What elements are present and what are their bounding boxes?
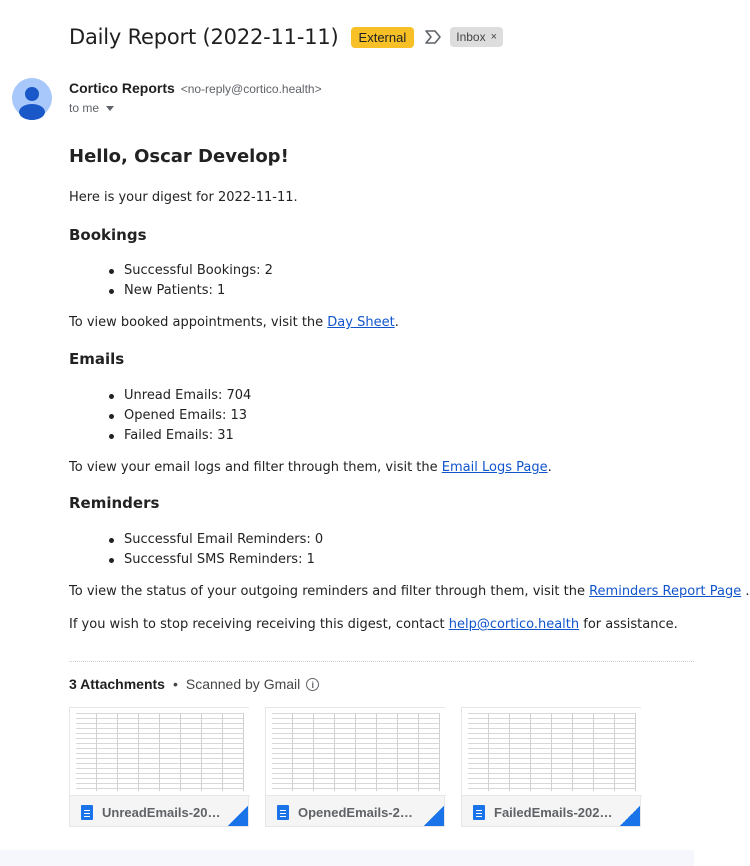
list-item: Failed Emails: 31 [124, 428, 234, 443]
attachment-thumbnail [462, 708, 642, 796]
reminders-visit-suffix: . [741, 584, 750, 599]
emails-visit-text [69, 460, 552, 475]
list-item: Successful SMS Reminders: 1 [124, 552, 315, 567]
list-item: Opened Emails: 13 [124, 408, 247, 423]
person-avatar-icon[interactable] [12, 78, 52, 118]
scanned-by-gmail-label: Scanned by Gmail [185, 676, 301, 692]
email-logs-link[interactable]: Email Logs Page [441, 460, 548, 475]
greeting-heading: Hello, Oscar Develop! [69, 146, 289, 167]
attachment-name: FailedEmails-202… [494, 804, 613, 820]
bookings-visit-text [69, 315, 399, 330]
page-fold-icon [620, 806, 640, 826]
chevron-down-icon[interactable] [106, 106, 114, 111]
emails-visit-prefix: To view your email logs and filter through them, visit the [69, 460, 442, 475]
list-item: Unread Emails: 704 [124, 388, 252, 403]
attachment-card[interactable] [69, 707, 249, 827]
bottom-bar [0, 850, 694, 866]
attachment-footer [462, 796, 642, 828]
recipient-details-toggle[interactable] [69, 101, 114, 115]
list-item: Successful Email Reminders: 0 [124, 532, 324, 547]
bookings-heading: Bookings [69, 226, 147, 244]
subject-row [69, 22, 503, 52]
attachments-count: 3 Attachments [69, 676, 165, 692]
reminders-heading: Reminders [69, 494, 160, 512]
spreadsheet-doc-icon [473, 805, 485, 820]
page-fold-icon [424, 806, 444, 826]
spreadsheet-doc-icon [81, 805, 93, 820]
day-sheet-link[interactable]: Day Sheet [327, 315, 395, 330]
sender-email: <no-reply@cortico.health> [180, 82, 322, 96]
attachments-divider [69, 661, 694, 662]
emails-visit-suffix: . [547, 460, 552, 475]
inbox-label-chip[interactable] [450, 27, 503, 47]
reminders-report-link[interactable]: Reminders Report Page [589, 584, 742, 599]
attachment-footer [70, 796, 250, 828]
attachment-thumbnail [70, 708, 250, 796]
remove-label-icon[interactable]: × [490, 31, 498, 43]
intro-text: Here is your digest for 2022-11-11. [69, 190, 298, 205]
emails-heading: Emails [69, 350, 125, 368]
attachment-name: UnreadEmails-20… [102, 804, 221, 820]
recipient-label: to me [69, 101, 100, 115]
bookings-visit-prefix: To view booked appointments, visit the [69, 315, 328, 330]
attachments-header [69, 676, 319, 692]
inbox-label-text: Inbox [456, 30, 486, 44]
separator-dot: • [172, 676, 178, 692]
attachment-thumbnail [266, 708, 446, 796]
spreadsheet-doc-icon [277, 805, 289, 820]
unsubscribe-suffix: for assistance. [579, 617, 678, 632]
bookings-visit-suffix: . [394, 315, 399, 330]
label-importance-icon[interactable] [424, 30, 442, 44]
attachment-name: OpenedEmails-2… [298, 804, 413, 820]
email-subject: Daily Report (2022-11-11) [69, 25, 339, 49]
help-email-link[interactable]: help@cortico.health [448, 617, 580, 632]
attachment-footer [266, 796, 446, 828]
unsubscribe-prefix: If you wish to stop receiving receiving this digest, contact [69, 617, 449, 632]
sender-name[interactable]: Cortico Reports [69, 80, 175, 96]
attachment-card[interactable] [265, 707, 445, 827]
attachment-card[interactable] [461, 707, 641, 827]
reminders-visit-prefix: To view the status of your outgoing reminders and filter through them, visit the [69, 584, 590, 599]
list-item: New Patients: 1 [124, 283, 226, 298]
external-tag: External [351, 27, 415, 48]
unsubscribe-text [69, 617, 678, 632]
reminders-visit-text [69, 584, 750, 599]
info-icon[interactable]: i [306, 678, 319, 691]
sender-line [69, 80, 322, 96]
page-fold-icon [228, 806, 248, 826]
list-item: Successful Bookings: 2 [124, 263, 273, 278]
